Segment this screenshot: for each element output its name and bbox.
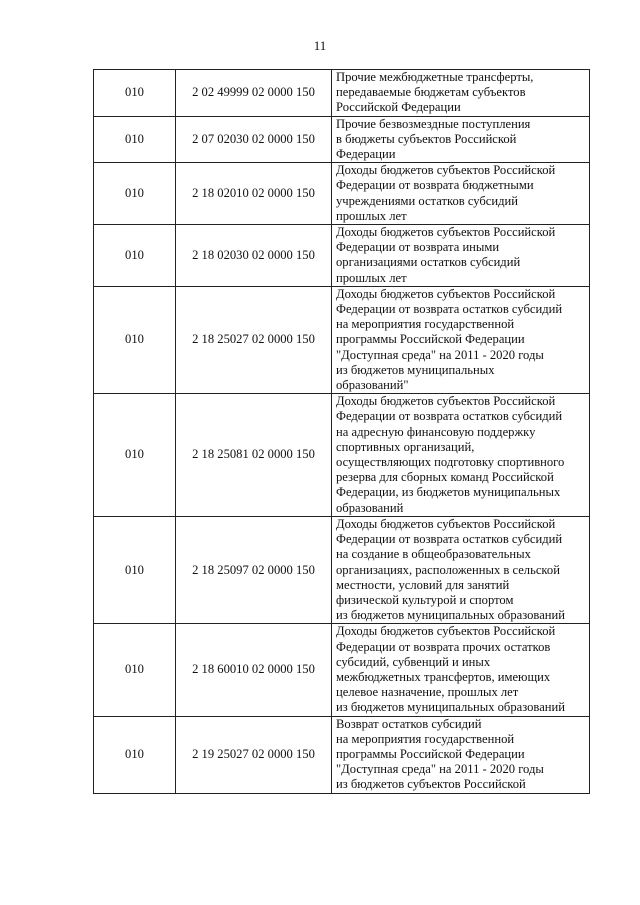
- table-row: [94, 516, 590, 623]
- table-row: [94, 116, 590, 163]
- income-name-line: образований": [336, 378, 409, 393]
- administrator-code-cell: 010: [94, 516, 176, 623]
- income-name-line: образований: [336, 500, 404, 515]
- administrator-code-cell: 010: [94, 716, 176, 793]
- income-name-line: организациями остатков субсидий: [336, 255, 521, 270]
- income-name-line: Прочие безвозмездные поступления: [336, 116, 531, 131]
- table-row: [94, 225, 590, 287]
- income-name-line: Федерации от возврата остатков субсидий: [336, 409, 563, 424]
- income-name-line: физической культурой и спортом: [336, 592, 514, 607]
- administrator-code-cell: 010: [94, 286, 176, 393]
- income-name-line: Доходы бюджетов субъектов Российской: [336, 225, 556, 240]
- income-name-line: целевое назначение, прошлых лет: [336, 685, 519, 700]
- budget-code-cell: 2 18 02010 02 0000 150: [176, 163, 332, 225]
- income-name-line: на мероприятия государственной: [336, 317, 515, 332]
- income-name-line: учреждениями остатков субсидий: [336, 193, 519, 208]
- income-name-line: "Доступная среда" на 2011 - 2020 годы: [336, 762, 544, 777]
- income-name-cell: [332, 163, 590, 225]
- budget-code-cell: 2 18 25027 02 0000 150: [176, 286, 332, 393]
- income-name-cell: [332, 70, 590, 117]
- income-name-line: на создание в общеобразовательных: [336, 547, 531, 562]
- income-name-line: из бюджетов муниципальных: [336, 362, 495, 377]
- table-row: [94, 163, 590, 225]
- budget-code-cell: 2 18 60010 02 0000 150: [176, 624, 332, 716]
- budget-classification-table: [93, 69, 590, 794]
- income-name-line: местности, условий для занятий: [336, 577, 510, 592]
- income-name-line: Федерации от возврата остатков субсидий: [336, 532, 563, 547]
- administrator-code-cell: 010: [94, 225, 176, 287]
- income-name-cell: [332, 716, 590, 793]
- budget-code-cell: 2 02 49999 02 0000 150: [176, 70, 332, 117]
- income-name-line: Федерации от возврата бюджетными: [336, 178, 534, 193]
- administrator-code-cell: 010: [94, 70, 176, 117]
- income-name-line: Возврат остатков субсидий: [336, 716, 482, 731]
- income-name-cell: [332, 116, 590, 163]
- administrator-code-cell: 010: [94, 163, 176, 225]
- income-name-line: прошлых лет: [336, 270, 407, 285]
- income-name-line: осуществляющих подготовку спортивного: [336, 455, 565, 470]
- income-name-line: Федерации от возврата прочих остатков: [336, 639, 551, 654]
- income-name-line: Прочие межбюджетные трансферты,: [336, 70, 534, 84]
- income-name-line: межбюджетных трансфертов, имеющих: [336, 669, 551, 684]
- income-name-cell: [332, 286, 590, 393]
- table-body: [94, 70, 590, 794]
- income-name-cell: [332, 394, 590, 517]
- income-name-line: Доходы бюджетов субъектов Российской: [336, 286, 556, 301]
- income-name-line: Федерации, из бюджетов муниципальных: [336, 485, 561, 500]
- income-name-line: Доходы бюджетов субъектов Российской: [336, 163, 556, 178]
- income-name-line: передаваемые бюджетам субъектов: [336, 85, 526, 100]
- income-name-line: программы Российской Федерации: [336, 332, 525, 347]
- table-row: [94, 716, 590, 793]
- income-name-line: Федерации: [336, 147, 396, 162]
- table-row: [94, 394, 590, 517]
- income-name-line: Федерации от возврата иными: [336, 240, 500, 255]
- income-name-line: спортивных организаций,: [336, 439, 475, 454]
- income-name-line: из бюджетов субъектов Российской: [336, 777, 526, 792]
- page-number: 11: [313, 38, 327, 53]
- budget-code-cell: 2 19 25027 02 0000 150: [176, 716, 332, 793]
- budget-code-cell: 2 07 02030 02 0000 150: [176, 116, 332, 163]
- income-name-line: в бюджеты субъектов Российской: [336, 131, 517, 146]
- income-name-line: Федерации от возврата остатков субсидий: [336, 302, 563, 317]
- administrator-code-cell: 010: [94, 116, 176, 163]
- budget-code-cell: 2 18 25081 02 0000 150: [176, 394, 332, 517]
- income-name-line: из бюджетов муниципальных образований: [336, 700, 566, 715]
- income-name-cell: [332, 624, 590, 716]
- table-row: [94, 624, 590, 716]
- income-name-line: "Доступная среда" на 2011 - 2020 годы: [336, 347, 544, 362]
- income-name-cell: [332, 225, 590, 287]
- income-name-line: на мероприятия государственной: [336, 731, 515, 746]
- income-name-line: Доходы бюджетов субъектов Российской: [336, 516, 556, 531]
- income-name-line: на адресную финансовую поддержку: [336, 424, 536, 439]
- income-name-line: Доходы бюджетов субъектов Российской: [336, 624, 556, 639]
- budget-code-cell: 2 18 02030 02 0000 150: [176, 225, 332, 287]
- income-name-line: Российской Федерации: [336, 100, 461, 115]
- income-name-cell: [332, 516, 590, 623]
- income-name-line: из бюджетов муниципальных образований: [336, 608, 566, 623]
- income-name-line: резерва для сборных команд Российской: [336, 470, 554, 485]
- income-name-line: программы Российской Федерации: [336, 746, 525, 761]
- budget-code-cell: 2 18 25097 02 0000 150: [176, 516, 332, 623]
- income-name-line: прошлых лет: [336, 208, 407, 223]
- administrator-code-cell: 010: [94, 624, 176, 716]
- income-name-line: субсидий, субвенций и иных: [336, 654, 491, 669]
- income-name-line: организациях, расположенных в сельской: [336, 562, 560, 577]
- administrator-code-cell: 010: [94, 394, 176, 517]
- table-row: [94, 70, 590, 117]
- table-row: [94, 286, 590, 393]
- income-name-line: Доходы бюджетов субъектов Российской: [336, 394, 556, 409]
